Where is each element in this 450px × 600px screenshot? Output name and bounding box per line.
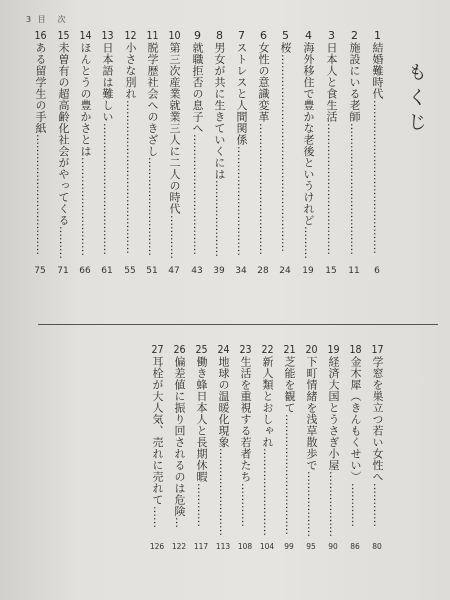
entry-number: 13 [101, 30, 114, 41]
entry-page-number: 43 [191, 266, 203, 276]
entry-title: 新人類とおしゃれ [261, 356, 274, 448]
entry-title: 第三次産業就業三人に二人の時代 [168, 42, 181, 215]
entry-title: 未曽有の超高齢化社会がやってくる [57, 42, 70, 226]
entry-title: ほんとうの豊かさとは [79, 42, 92, 157]
entry-title: 生活を重視する若者たち [239, 356, 252, 483]
entry-page-number: 47 [168, 266, 180, 276]
entry-title: 金木犀（きんもくせい） [349, 356, 362, 483]
entry-number: 20 [305, 344, 318, 355]
entry-page-number: 55 [124, 266, 136, 276]
entry-title: 耳栓が大人気、売れに売れて [151, 356, 164, 506]
leader-dots: ………… [195, 482, 208, 527]
entry-number: 9 [194, 30, 201, 41]
leader-dots: …………………………… [283, 413, 296, 535]
toc-entry [55, 30, 71, 262]
entry-title: 就職拒否の息子へ [191, 42, 204, 134]
entry-number: 15 [57, 30, 70, 41]
leader-dots: ……………………………… [257, 122, 270, 255]
entry-page-number: 126 [149, 542, 165, 551]
toc-entry [237, 344, 253, 538]
entry-title: 下町情緒を浅草散歩で [305, 356, 318, 471]
entry-number: 2 [351, 30, 358, 41]
leader-dots: …… [151, 505, 164, 528]
leader-dots: …………………………… [34, 134, 47, 255]
toc-entry [347, 344, 363, 538]
entry-page-number: 34 [235, 266, 247, 276]
leader-dots: ………… [349, 482, 362, 527]
entry-title: ストレスと人間関係 [235, 42, 248, 146]
entry-number: 5 [282, 30, 289, 41]
toc-entry [99, 30, 115, 262]
entry-number: 7 [238, 30, 245, 41]
leader-dots: ………………… [213, 180, 226, 257]
toc-entry [300, 30, 316, 262]
leader-dots: ………………………… [235, 145, 248, 256]
leader-dots: ……………… [327, 471, 340, 537]
entry-title: 働き蜂日本人と長期休暇 [195, 356, 208, 483]
toc-entry [369, 30, 385, 262]
leader-dots: ……………………………… [325, 122, 338, 255]
toc-title: もくじ [405, 62, 427, 137]
entry-number: 11 [146, 30, 159, 41]
toc-entry [325, 344, 341, 538]
leader-dots: …………………………………… [124, 99, 137, 254]
entry-page-number: 71 [57, 266, 69, 276]
entry-title: 女性の意識変革 [257, 42, 270, 123]
leader-dots: …………………… [217, 448, 230, 536]
leader-dots: …………………………………… [371, 99, 384, 254]
entry-page-number: 11 [348, 266, 360, 276]
entry-page-number: 104 [259, 542, 275, 551]
toc-entry [149, 344, 165, 538]
entry-title: 小さな別れ [124, 42, 137, 100]
toc-entry [281, 344, 297, 538]
leader-dots: ……… [57, 226, 70, 259]
toc-entry [189, 30, 205, 262]
entry-page-number: 117 [193, 542, 209, 551]
entry-title: 日本語は難しい [101, 42, 114, 123]
leader-dots: …………………… [261, 448, 274, 536]
section-divider [38, 324, 438, 325]
entry-title: 男女が共に生きていくには [213, 42, 226, 180]
entry-page-number: 113 [215, 542, 231, 551]
entry-number: 14 [79, 30, 92, 41]
entry-title: 偏差値に振り回されるのは危険 [173, 356, 186, 517]
leader-dots: ……………………… [146, 157, 159, 256]
entry-page-number: 51 [146, 266, 158, 276]
leader-dots: ……………………………………………… [279, 53, 292, 252]
entry-page-number: 95 [306, 542, 316, 551]
entry-page-number: 99 [284, 542, 294, 551]
entry-number: 18 [349, 344, 362, 355]
leader-dots: ………… [168, 214, 181, 259]
entry-page-number: 6 [374, 266, 380, 276]
toc-entry [369, 344, 385, 538]
entry-title: ある留学生の手紙 [34, 42, 47, 134]
entry-page-number: 28 [257, 266, 269, 276]
toc-entry [233, 30, 249, 262]
toc-entry [211, 30, 227, 262]
entry-number: 24 [217, 344, 230, 355]
toc-entry [259, 344, 275, 538]
entry-title: 桜 [279, 42, 292, 54]
entry-page-number: 108 [237, 542, 253, 551]
toc-entry [171, 344, 187, 538]
entry-number: 21 [283, 344, 296, 355]
entry-number: 19 [327, 344, 340, 355]
entry-page-number: 15 [325, 266, 337, 276]
entry-number: 16 [34, 30, 47, 41]
running-header: 3 目 次 [26, 15, 68, 24]
toc-entry [215, 344, 231, 538]
entry-page-number: 61 [101, 266, 113, 276]
entry-title: 学窓を巣立つ若い女性へ [371, 356, 384, 483]
entry-number: 23 [239, 344, 252, 355]
entry-page-number: 75 [34, 266, 46, 276]
entry-number: 17 [371, 344, 384, 355]
entry-title: 脱学歴社会へのきざし [146, 42, 159, 157]
leader-dots: ………… [239, 482, 252, 527]
entry-number: 8 [216, 30, 223, 41]
entry-page-number: 39 [213, 266, 225, 276]
entry-page-number: 80 [372, 542, 382, 551]
entry-number: 10 [168, 30, 181, 41]
toc-entry [32, 30, 48, 262]
toc-entry [323, 30, 339, 262]
entry-number: 26 [173, 344, 186, 355]
entry-page-number: 19 [302, 266, 314, 276]
toc-entry [303, 344, 319, 538]
toc-entry [122, 30, 138, 262]
entry-number: 27 [151, 344, 164, 355]
leader-dots: ……………………………… [101, 122, 114, 255]
entry-title: 地球の温暖化現象 [217, 356, 230, 448]
toc-entry [277, 30, 293, 262]
entry-page-number: 24 [279, 266, 291, 276]
entry-title: 芝能を観て [283, 356, 296, 414]
entry-number: 3 [328, 30, 335, 41]
toc-entry [193, 344, 209, 538]
entry-number: 6 [260, 30, 267, 41]
entry-page-number: 66 [79, 266, 91, 276]
leader-dots: ……… [302, 226, 315, 259]
entry-number: 25 [195, 344, 208, 355]
entry-number: 12 [124, 30, 137, 41]
entry-number: 4 [305, 30, 312, 41]
entry-number: 22 [261, 344, 274, 355]
entry-title: 経済大国とうさぎ小屋 [327, 356, 340, 471]
toc-entry [255, 30, 271, 262]
leader-dots: …………………………… [191, 134, 204, 255]
entry-page-number: 122 [171, 542, 187, 551]
toc-entry [144, 30, 160, 262]
entry-title: 海外移住で豊かな老後というけれど [302, 42, 315, 226]
entry-page-number: 90 [328, 542, 338, 551]
entry-page-number: 86 [350, 542, 360, 551]
leader-dots: ……………………………… [348, 122, 361, 255]
entry-title: 施設にいる老師 [348, 42, 361, 123]
entry-title: 結婚難時代 [371, 42, 384, 100]
entry-number: 1 [374, 30, 381, 41]
leader-dots: … [173, 517, 186, 528]
toc-entry [346, 30, 362, 262]
leader-dots: ……………… [305, 471, 318, 537]
toc-entry [77, 30, 93, 262]
leader-dots: ………… [371, 482, 384, 527]
toc-entry [166, 30, 182, 262]
leader-dots: ……………………… [79, 157, 92, 256]
entry-title: 日本人と食生活 [325, 42, 338, 123]
